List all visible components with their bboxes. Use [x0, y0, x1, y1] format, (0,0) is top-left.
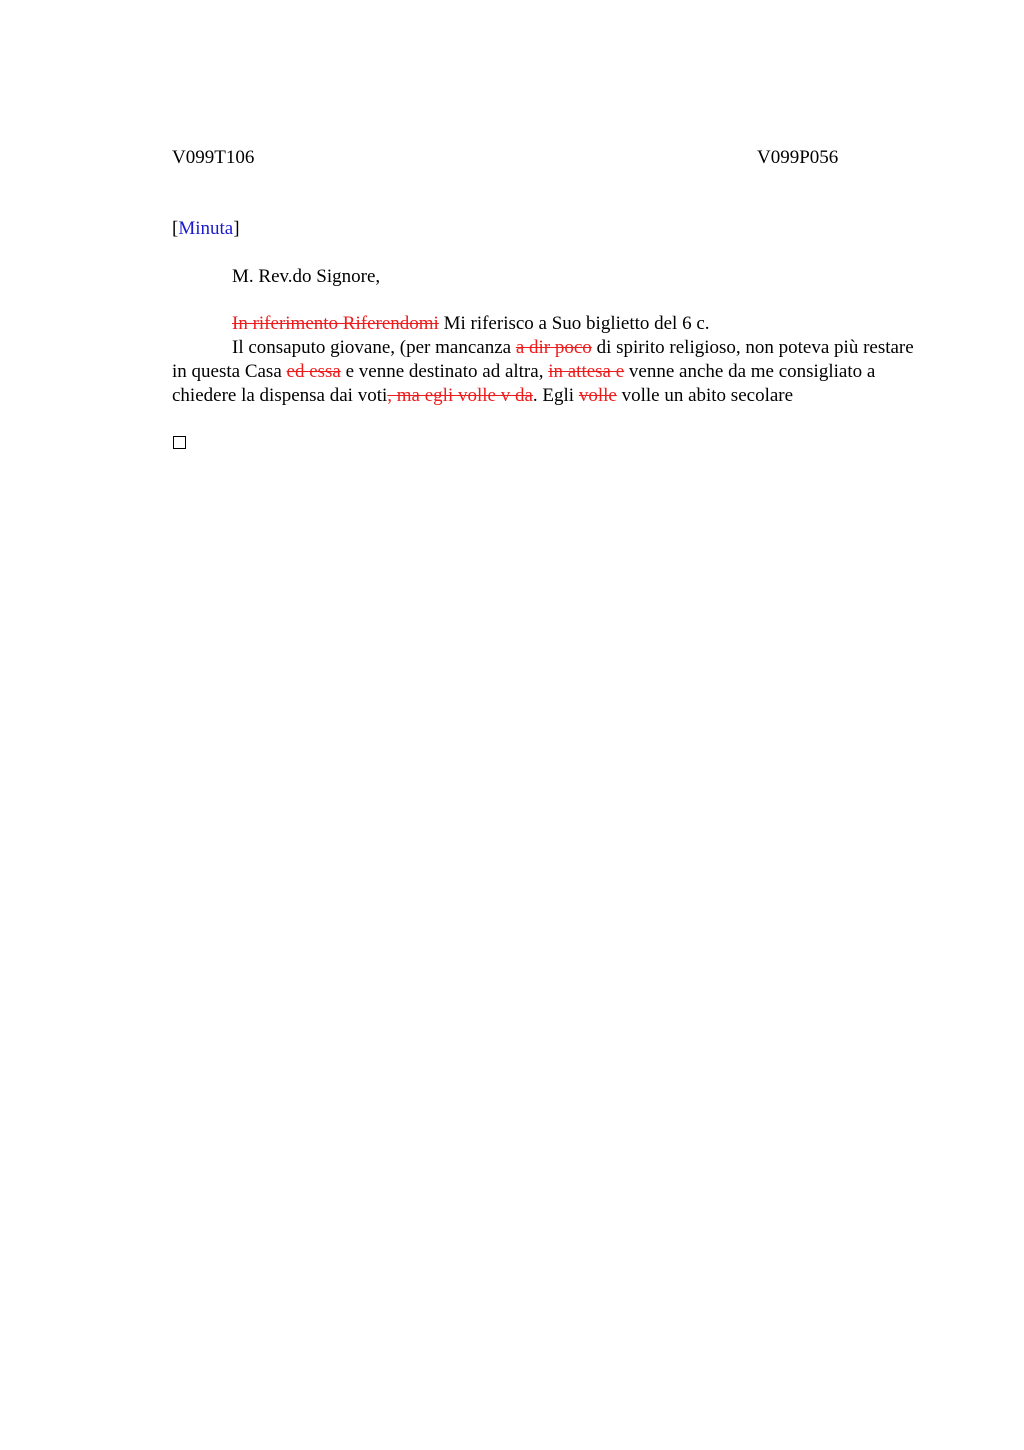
body-text: venne anche da me consigliato a chiedere la dispensa dai voti — [172, 361, 876, 406]
deleted-text: , ma egli volle v da — [387, 385, 533, 406]
deleted-text: in attesa e — [548, 361, 625, 382]
document-code-right: V099P056 — [757, 147, 839, 168]
body-text: . Egli — [532, 385, 579, 406]
body-text: Mi riferisco a Suo biglietto del 6 c. — [438, 313, 710, 334]
open-bracket: [ — [172, 218, 179, 239]
document-type-link[interactable]: Minuta — [178, 218, 234, 239]
body-text: Il consaputo giovane, (per mancanza — [232, 337, 516, 358]
body-text: volle un abito secolare — [616, 385, 794, 406]
deleted-text: ed essa — [286, 361, 341, 382]
deleted-text: volle — [578, 385, 617, 406]
letter-body — [172, 312, 917, 408]
document-type — [172, 217, 240, 241]
paragraph-2 — [172, 336, 917, 408]
deleted-text: In riferimento Riferendomi — [232, 313, 439, 334]
end-marker-box-icon — [173, 436, 186, 449]
body-text: e venne destinato ad altra, — [340, 361, 549, 382]
salutation: M. Rev.do Signore, — [232, 266, 381, 287]
body-text: di spirito religioso, non poteva più restare in questa Casa — [172, 337, 914, 382]
paragraph-1 — [172, 312, 917, 336]
document-code-left: V099T106 — [172, 147, 255, 168]
deleted-text: a dir poco — [515, 337, 592, 358]
close-bracket: ] — [233, 218, 240, 239]
